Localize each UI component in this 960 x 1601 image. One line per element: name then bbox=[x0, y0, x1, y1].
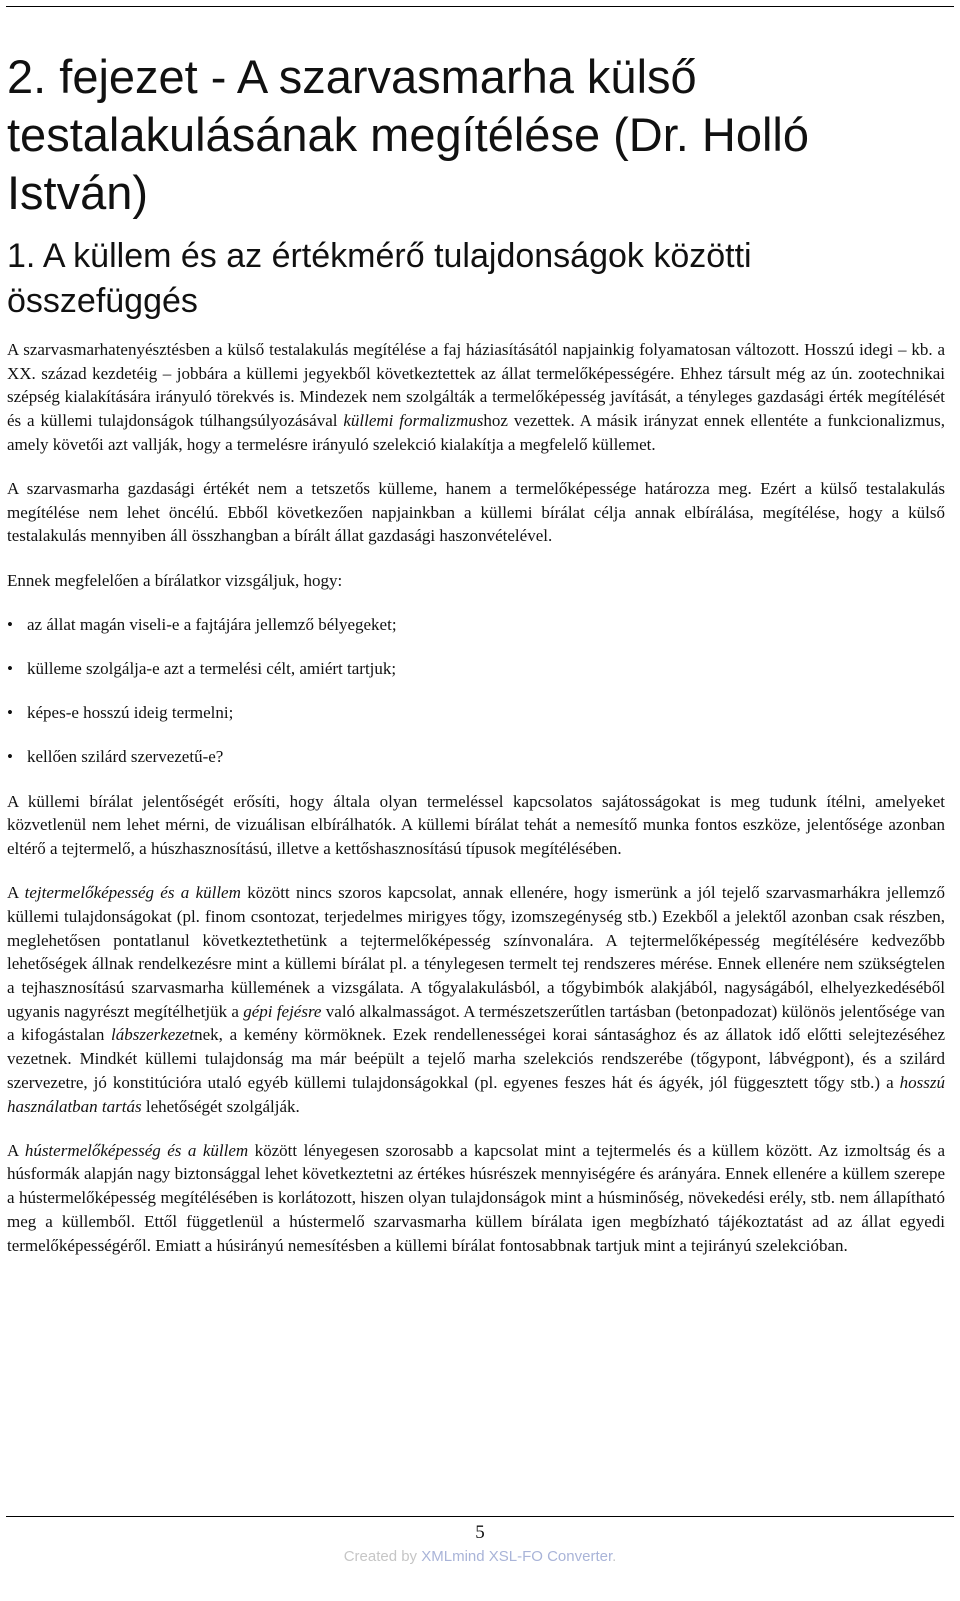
bullet-icon: • bbox=[7, 703, 13, 723]
paragraph-5-emphasis-4: hosszú használatban tartás bbox=[7, 1072, 945, 1116]
paragraph-1 bbox=[7, 338, 945, 457]
bullet-icon: • bbox=[7, 614, 13, 634]
paragraph-5-text-b: között nincs szoros kapcsolat, annak ellenére, hogy ismerünk a jól tejelő szarvasmarhákra jellemző küllemi tulajdonságokat (pl. finom csontozat, terjedelmes mirigyes tőgy, izomszegénység stb.) Ezekből a jelektől azonban csak részben, meglehetősen pontatlanul következtethetünk a tejtermelőképesség színvonalára. A tejtermelőképesség megítélésére kedvezőbb lehetőségek állnak rendelkezésre mint a küllemi bírálat pl. a ténylegesen termelt tej rendszeres mérése. Ennek ellenére nem szükségtelen a tejhasznosítású szarvasmarha küllemének a vizsgálata. A tőgyalakulásból, a tőgybimbók alakjából, nagyságából, elhelyezkedéséből ugyanis nagyrészt megítélhetjük a bbox=[7, 883, 946, 1021]
footer-credit bbox=[0, 1547, 960, 1567]
bullet-list bbox=[7, 613, 945, 769]
list-item bbox=[7, 745, 945, 769]
paragraph-6-text-b: között lényegesen szorosabb a kapcsolat mint a tejtermelés és a küllem között. Az izmoltság és a húsformák alapján nagy biztonsággal lehet következtetni az értékes húsrészek mennyiségére és arányára. Ennek ellenére a küllem szerepe a hústermelőképesség megítélésében is korlátozott, hiszen olyan tulajdonságok mint a húsminőség, növekedési erély, stb. nem állapítható meg a küllemből. Ettől függetlenül a hústermelő szarvasmarha küllem bírálata igen megbízható tájékoztatást ad az állat egyedi termelőképességéről. Emiatt a húsirányú nemesítésben a küllemi bírálat fontosabbnak tartjuk mint a tejirányú szelekcióban. bbox=[7, 1140, 946, 1255]
page-content bbox=[7, 48, 945, 1278]
top-rule bbox=[6, 6, 954, 7]
converter-link[interactable]: XMLmind XSL-FO Converter bbox=[421, 1548, 613, 1565]
list-item bbox=[7, 657, 945, 681]
list-item-text: képes-e hosszú ideig termelni; bbox=[27, 703, 234, 723]
paragraph-5-text-e: lehetőségét szolgálják. bbox=[141, 1096, 300, 1116]
paragraph-4: A küllemi bírálat jelentőségét erősíti, hogy általa olyan termeléssel kapcsolatos sajátosságokat is meg tudunk ítélni, amelyeket közvetlenül nem lehet mérni, de vizuálisan elbírálhatók. A küllemi bírálat tehát a nemesítő munka fontos eszköze, jelentősége azonban eltérő a tejtermelő, a húszhasznosítású, illetve a kettőshasznosítású típusok megítélésében. bbox=[7, 791, 945, 859]
section-title: 1. A küllem és az értékmérő tulajdonságok közötti összefüggés bbox=[7, 237, 752, 320]
list-item-text: kellően szilárd szervezetű-e? bbox=[27, 747, 224, 767]
footer-credit-prefix: Created by bbox=[343, 1548, 422, 1565]
paragraph-6-text-a: A bbox=[7, 1140, 25, 1160]
bullet-icon: • bbox=[7, 747, 13, 767]
page-number: 5 bbox=[475, 1522, 485, 1543]
list-item bbox=[7, 701, 945, 725]
paragraph-6-emphasis: hústermelőképesség és a küllem bbox=[24, 1140, 249, 1160]
paragraph-5-text-c: való alkalmasságot. A természetszerűtlen tartásban (betonpadozat) különös jelentősége van a kifogástalan bbox=[7, 1001, 946, 1045]
list-item-text: külleme szolgálja-e azt a termelési célt, amiért tartjuk; bbox=[27, 659, 397, 679]
list-item-text: az állat magán viseli-e a fajtájára jellemző bélyegeket; bbox=[27, 614, 397, 634]
list-item bbox=[7, 613, 945, 637]
paragraph-5-emphasis-2: gépi fejésre bbox=[243, 1001, 322, 1021]
paragraph-1-text-b: hoz vezettek. A másik irányzat ennek ellentéte a funkcionalizmus, amely követői azt vallják, hogy a termelésre irányuló szelekció kialakítja a megfelelő küllemet. bbox=[7, 411, 945, 454]
paragraph-3: Ennek megfelelően a bírálatkor vizsgáljuk, hogy: bbox=[7, 570, 343, 590]
footer-rule bbox=[6, 1516, 954, 1517]
paragraph-5-emphasis-3: lábszerkezet bbox=[111, 1025, 195, 1045]
paragraph-1-text-a: A szarvasmarhatenyésztésben a külső testalakulás megítélése a faj háziasításától napjainkig folyamatosan változott. Hosszú idegi – kb. a XX. század kezdetéig – jobbára a küllemi jegyekből következtettek az állat termelőképességére. Ehhez társult még az ún. zootechnikai szépség kialakítására irányuló törekvés is. Mindezek nem szolgálták a termelőképesség javítását, a tényleges gazdasági érték megítélését és a küllemi tulajdonságok túlhangsúlyozásával bbox=[7, 340, 945, 431]
paragraph-6 bbox=[7, 1139, 945, 1258]
bullet-icon: • bbox=[7, 659, 13, 679]
paragraph-2: A szarvasmarha gazdasági értékét nem a tetszetős külleme, hanem a termelőképessége határozza meg. Ezért a külső testalakulás megítélése nem lehet öncélú. Ebből következően napjainkban a küllemi bírálat célja annak elbírálása, megítélése, hogy a külső testalakulás mennyiben áll összhangban a bírált állat gazdasági haszonvételével. bbox=[7, 479, 945, 546]
paragraph-1-emphasis: küllemi formalizmus bbox=[343, 411, 484, 431]
footer-credit-suffix: . bbox=[612, 1548, 617, 1565]
paragraph-5-emphasis-1: tejtermelőképesség és a küllem bbox=[24, 883, 241, 903]
chapter-title: 2. fejezet - A szarvasmarha külső testalakulásának megítélése (Dr. Holló István) bbox=[7, 50, 810, 219]
paragraph-5-text-a: A bbox=[7, 883, 25, 903]
paragraph-5-text-d: nek, a kemény körmöknek. Ezek rendellenességei korai sántasághoz és az állatok idő előtti selejtezéséhez vezetnek. Mindkét küllemi tulajdonság ma már beépült a tejelő marha szelekciós rendszerébe (tőgypont, lábvégpont), és a szilárd szervezetre, jó konstitúcióra utaló egyéb küllemi tulajdonságokkal (pl. egyenes feszes hát és ágyék, jól függesztett tőgy stb.) a bbox=[7, 1025, 945, 1092]
paragraph-5 bbox=[7, 881, 945, 1118]
